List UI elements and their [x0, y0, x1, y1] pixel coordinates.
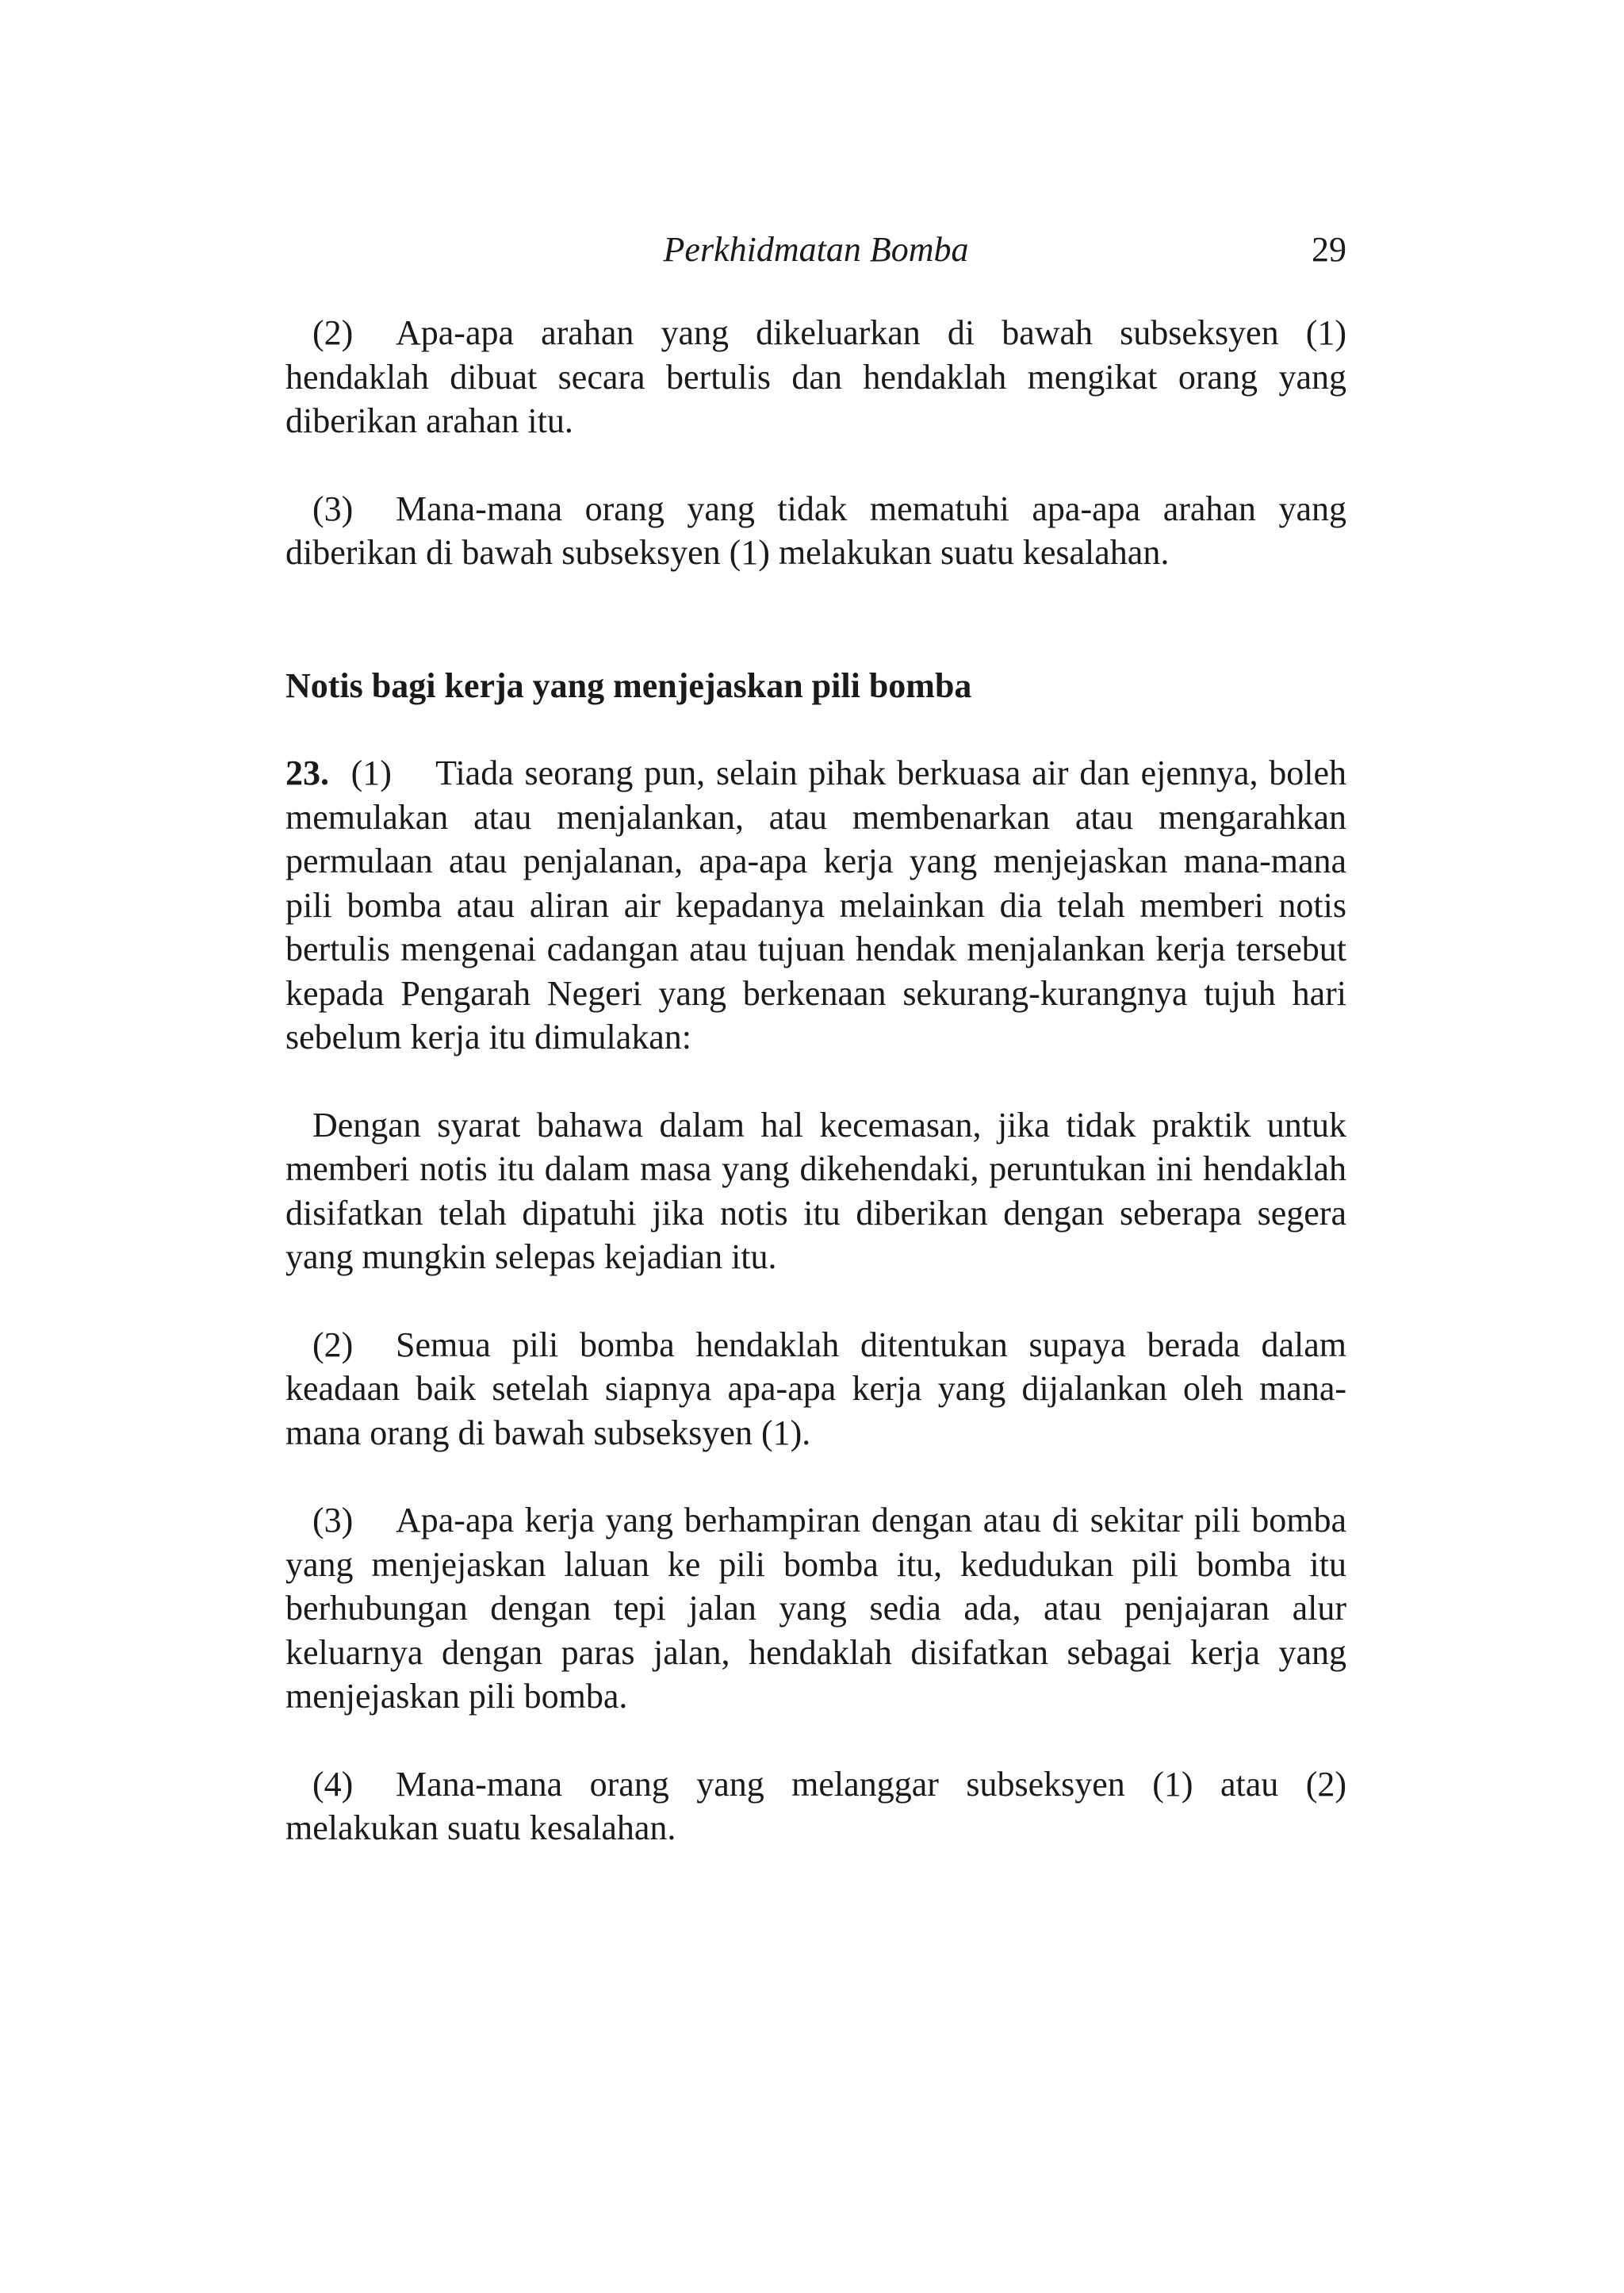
page-header: [285, 222, 1346, 278]
subsection-number: (2): [312, 313, 354, 352]
subsection-text: Tiada seorang pun, selain pihak berkuasa air dan ejennya, boleh memulakan atau menjalankan, atau membenarkan atau mengarahkan permulaan atau penjalanan, apa-apa kerja yang menjejaskan mana-mana pili bomba atau aliran air kepadanya melainkan dia telah memberi notis bertulis mengenai cadangan atau tujuan hendak menjalankan kerja tersebut kepada Pengarah Negeri yang berkenaan sekurang-kurangnya tujuh hari sebelum kerja itu dimulakan:: [285, 753, 1347, 1056]
subsection-22-2: [285, 311, 1346, 443]
section-number: 23.: [285, 753, 329, 792]
subsection-23-1: [285, 751, 1346, 1060]
subsection-text: Apa-apa kerja yang berhampiran dengan atau di sekitar pili bomba yang menjejaskan laluan ke pili bomba itu, kedudukan pili bomba itu berhubungan dengan tepi jalan yang sedia ada, atau penjajaran alur keluarnya dengan paras jalan, hendaklah disifatkan sebagai kerja yang menjejaskan pili bomba.: [285, 1501, 1346, 1716]
subsection-number: (3): [312, 1501, 354, 1540]
proviso: Dengan syarat bahawa dalam hal kecemasan, jika tidak praktik untuk memberi notis itu dalam masa yang dikehendaki, peruntukan ini hendaklah disifatkan telah dipatuhi jika notis itu diberikan dengan seberapa segera yang mungkin selepas kejadian itu.: [285, 1105, 1346, 1276]
body-text: [285, 311, 1346, 1850]
subsection-number: (3): [312, 489, 354, 528]
subsection-22-3: [285, 487, 1346, 575]
document-page: [285, 0, 1346, 2293]
subsection-23-3: [285, 1498, 1346, 1719]
subsection-text: Semua pili bomba hendaklah ditentukan supaya berada dalam keadaan baik setelah siapnya apa-apa kerja yang dijalankan oleh mana-mana orang di bawah subseksyen (1).: [285, 1325, 1346, 1452]
subsection-text: Mana-mana orang yang tidak mematuhi apa-apa arahan yang diberikan di bawah subseksyen (1) melakukan suatu kesalahan.: [285, 489, 1346, 572]
subsection-23-4: [285, 1762, 1346, 1850]
running-title: Perkhidmatan Bomba: [663, 230, 969, 269]
subsection-number: (2): [312, 1325, 354, 1364]
subsection-23-2: [285, 1323, 1346, 1455]
subsection-number: (4): [312, 1764, 354, 1804]
subsection-number: (1): [350, 753, 392, 792]
page-number: 29: [1312, 230, 1346, 269]
subsection-text: Apa-apa arahan yang dikeluarkan di bawah subseksyen (1) hendaklah dibuat secara bertulis dan hendaklah mengikat orang yang diberikan arahan itu.: [285, 313, 1346, 440]
subsection-text: Mana-mana orang yang melanggar subseksyen (1) atau (2) melakukan suatu kesalahan.: [285, 1764, 1346, 1847]
section-heading: Notis bagi kerja yang menjejaskan pili bomba: [285, 665, 972, 705]
